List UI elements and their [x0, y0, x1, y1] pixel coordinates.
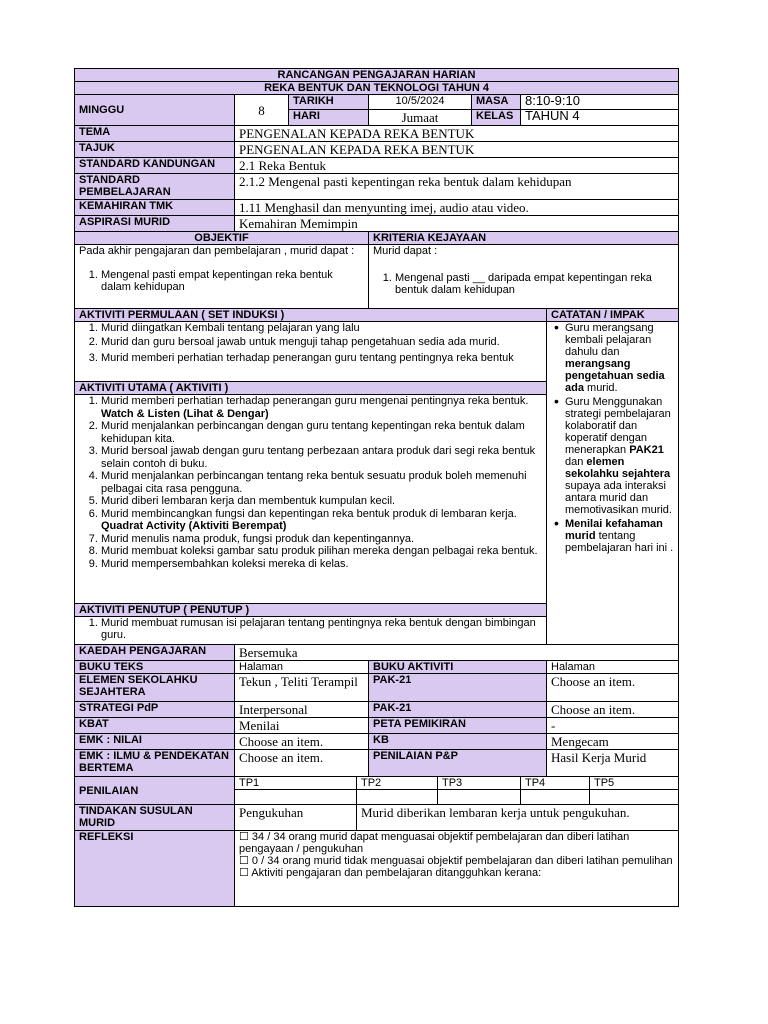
permulaan-cell: [75, 322, 547, 382]
permulaan-item: 2. Murid dan guru bersoal jawab untuk menguji tahap pengetahuan sedia ada murid.: [101, 336, 542, 348]
utama-cell: [75, 395, 547, 604]
kriteria-cell: [369, 245, 679, 309]
kelas-label: KELAS: [472, 110, 521, 126]
utama-item: 3. Murid bersoal jawab dengan guru tentang perbezaan antara produk dari segi reka bentuk selain contoh di buku.: [101, 445, 542, 470]
plan-subject: REKA BENTUK DAN TEKNOLOGI TAHUN 4: [75, 82, 679, 95]
utama-item: 4. Murid menjalankan perbincangan tentang reka bentuk sesuatu produk boleh memenuhi pelbagai cita rasa pengguna.: [101, 470, 542, 495]
tema-value: PENGENALAN KEPADA REKA BENTUK: [235, 126, 679, 142]
permulaan-heading: AKTIVITI PERMULAAN ( SET INDUKSI ): [75, 309, 547, 322]
pak21-label: PAK-21: [369, 674, 547, 702]
kaedah-value: Bersemuka: [235, 645, 679, 661]
emk-ilmu-select[interactable]: Choose an item.: [235, 750, 369, 777]
kemahiran-tmk-label: KEMAHIRAN TMK: [75, 200, 235, 216]
tp-cell[interactable]: [357, 790, 438, 805]
utama-heading: AKTIVITI UTAMA ( AKTIVITI ): [75, 382, 547, 395]
standard-kandungan-label: STANDARD KANDUNGAN: [75, 158, 235, 174]
utama-item: 7. Murid menulis nama produk, fungsi produk dan kepentingannya.: [101, 533, 542, 546]
tp-cell[interactable]: [521, 790, 590, 805]
lesson-plan-table: [74, 68, 679, 907]
kriteria-heading: KRITERIA KEJAYAAN: [369, 232, 679, 245]
aspirasi-murid-label: ASPIRASI MURID: [75, 216, 235, 232]
buku-teks-value: Halaman: [235, 661, 369, 674]
buku-teks-label: BUKU TEKS: [75, 661, 235, 674]
kriteria-list: [373, 272, 674, 296]
permulaan-item: 3. Murid memberi perhatian terhadap penerangan guru tentang pentingnya reka bentuk: [101, 352, 542, 364]
standard-kandungan-value: 2.1 Reka Bentuk: [235, 158, 679, 174]
penutup-cell: [75, 617, 547, 645]
refleksi-line: ☐ Aktiviti pengajaran dan pembelajaran ditangguhkan kerana:: [239, 867, 542, 879]
kaedah-label: KAEDAH PENGAJARAN: [75, 645, 235, 661]
tp-cell[interactable]: [590, 790, 679, 805]
tp-header: TP5: [590, 777, 679, 790]
catatan-item: • Guru merangsang kembali pelajaran dahulu dan merangsang pengetahuan sedia ada murid.: [565, 322, 674, 394]
masa-label: MASA: [472, 95, 521, 110]
refleksi-label: REFLEKSI: [75, 831, 235, 907]
kemahiran-tmk-value: 1.11 Menghasil dan menyunting imej, audio atau video.: [235, 200, 679, 216]
catatan-item: • Guru Menggunakan strategi pembelajaran kolaboratif dan koperatif dengan menerapkan PAK21 dan elemen sekolahku sejahtera supaya ada interaksi antara murid dan memotivasikan murid.: [565, 396, 674, 516]
utama-item: 2. Murid menjalankan perbincangan dengan guru tentang kepentingan reka bentuk dalam kehidupan kita.: [101, 420, 542, 445]
penilaian-pp-label: PENILAIAN P&P: [369, 750, 547, 777]
kbat-value: Menilai: [235, 718, 369, 734]
aspirasi-murid-value: Kemahiran Memimpin: [235, 216, 679, 232]
tindakan-note: Murid diberikan lembaran kerja untuk pengukuhan.: [357, 805, 679, 831]
penilaian-pp-value: Hasil Kerja Murid: [547, 750, 679, 777]
tajuk-value: PENGENALAN KEPADA REKA BENTUK: [235, 142, 679, 158]
utama-item: 8. Murid membuat koleksi gambar satu produk pilihan mereka dengan pelbagai reka bentuk.: [101, 545, 542, 558]
utama-item: 1. Murid memberi perhatian terhadap penerangan guru mengenai pentingnya reka bentuk. Watch & Listen (Lihat & Dengar): [101, 395, 542, 420]
masa-value: 8:10-9:10: [521, 95, 679, 110]
objektif-intro: Pada akhir pengajaran dan pembelajaran , murid dapat :: [79, 245, 355, 257]
elemen-value: Tekun , Teliti Terampil: [235, 674, 369, 702]
lesson-plan-sheet: [74, 68, 678, 907]
minggu-label: MINGGU: [75, 95, 235, 126]
tindakan-value: Pengukuhan: [235, 805, 357, 831]
penutup-list: [79, 617, 542, 641]
tindakan-label: TINDAKAN SUSULAN MURID: [75, 805, 235, 831]
tp-cell[interactable]: [235, 790, 357, 805]
utama-item: 6. Murid membincangkan fungsi dan kepentingan reka bentuk produk di lembaran kerja. Quadrat Activity (Aktiviti Berempat): [101, 508, 542, 533]
buku-aktiviti-label: BUKU AKTIVITI: [369, 661, 547, 674]
emk-nilai-label: EMK : NILAI: [75, 734, 235, 750]
strategi-label: STRATEGI PdP: [75, 702, 235, 718]
standard-pembelajaran-label: STANDARD PEMBELAJARAN: [75, 174, 235, 200]
kriteria-item: 1. Mengenal pasti __ daripada empat kepentingan reka bentuk dalam kehidupan: [395, 272, 674, 296]
tp-header: TP3: [438, 777, 521, 790]
utama-item: 5. Murid diberi lembaran kerja dan membentuk kumpulan kecil.: [101, 495, 542, 508]
peta-label: PETA PEMIKIRAN: [369, 718, 547, 734]
catatan-list: [553, 322, 674, 554]
kbat-label: KBAT: [75, 718, 235, 734]
permulaan-item: 1. Murid diingatkan Kembali tentang pelajaran yang lalu: [101, 322, 542, 334]
tarikh-value: 10/5/2024: [369, 95, 472, 110]
penutup-heading: AKTIVITI PENUTUP ( PENUTUP ): [75, 604, 547, 617]
hari-label: HARI: [289, 110, 369, 126]
elemen-label: ELEMEN SEKOLAHKU SEJAHTERA: [75, 674, 235, 702]
pak21b-select[interactable]: Choose an item.: [547, 702, 679, 718]
catatan-cell: [547, 322, 679, 645]
emk-nilai-select[interactable]: Choose an item.: [235, 734, 369, 750]
penilaian-label: PENILAIAN: [75, 777, 235, 805]
minggu-value: 8: [235, 95, 289, 126]
penutup-item: 1. Murid membuat rumusan isi pelajaran tentang pentingnya reka bentuk dengan bimbingan guru.: [101, 617, 542, 641]
kb-value: Mengecam: [547, 734, 679, 750]
tp-header: TP4: [521, 777, 590, 790]
objektif-cell: [75, 245, 369, 309]
hari-value: Jumaat: [369, 110, 472, 126]
tp-header: TP2: [357, 777, 438, 790]
tarikh-label: TARIKH: [289, 95, 369, 110]
objektif-list: [79, 269, 364, 293]
refleksi-line: ☐ 0 / 34 orang murid tidak menguasai objektif pembelajaran dan diberi latihan pemulihan: [239, 855, 673, 867]
refleksi-line: ☐ 34 / 34 orang murid dapat menguasai objektif pembelajaran dan diberi latihan pengayaan / pengukuhan: [239, 831, 630, 855]
buku-aktiviti-value: Halaman: [547, 661, 679, 674]
kb-label: KB: [369, 734, 547, 750]
refleksi-cell: [235, 831, 679, 907]
tp-header: TP1: [235, 777, 357, 790]
emk-ilmu-label: EMK : ILMU & PENDEKATAN BERTEMA: [75, 750, 235, 777]
utama-list: [79, 395, 542, 570]
kriteria-intro: Murid dapat :: [373, 245, 438, 257]
pak21b-label: PAK-21: [369, 702, 547, 718]
strategi-value: Interpersonal: [235, 702, 369, 718]
tp-cell[interactable]: [438, 790, 521, 805]
catatan-item: • Menilai kefahaman murid tentang pembelajaran hari ini .: [565, 518, 674, 554]
kelas-value: TAHUN 4: [521, 110, 679, 126]
objektif-heading: OBJEKTIF: [75, 232, 369, 245]
catatan-heading: CATATAN / IMPAK: [547, 309, 679, 322]
objektif-item: 1. Mengenal pasti empat kepentingan reka bentuk dalam kehidupan: [101, 269, 364, 293]
utama-item: 9. Murid mempersembahkan koleksi mereka di kelas.: [101, 558, 542, 571]
permulaan-list: [79, 322, 542, 364]
plan-title: RANCANGAN PENGAJARAN HARIAN: [75, 69, 679, 82]
pak21-select[interactable]: Choose an item.: [547, 674, 679, 702]
peta-value: -: [547, 718, 679, 734]
standard-pembelajaran-value: 2.1.2 Mengenal pasti kepentingan reka bentuk dalam kehidupan: [235, 174, 679, 200]
tema-label: TEMA: [75, 126, 235, 142]
tajuk-label: TAJUK: [75, 142, 235, 158]
